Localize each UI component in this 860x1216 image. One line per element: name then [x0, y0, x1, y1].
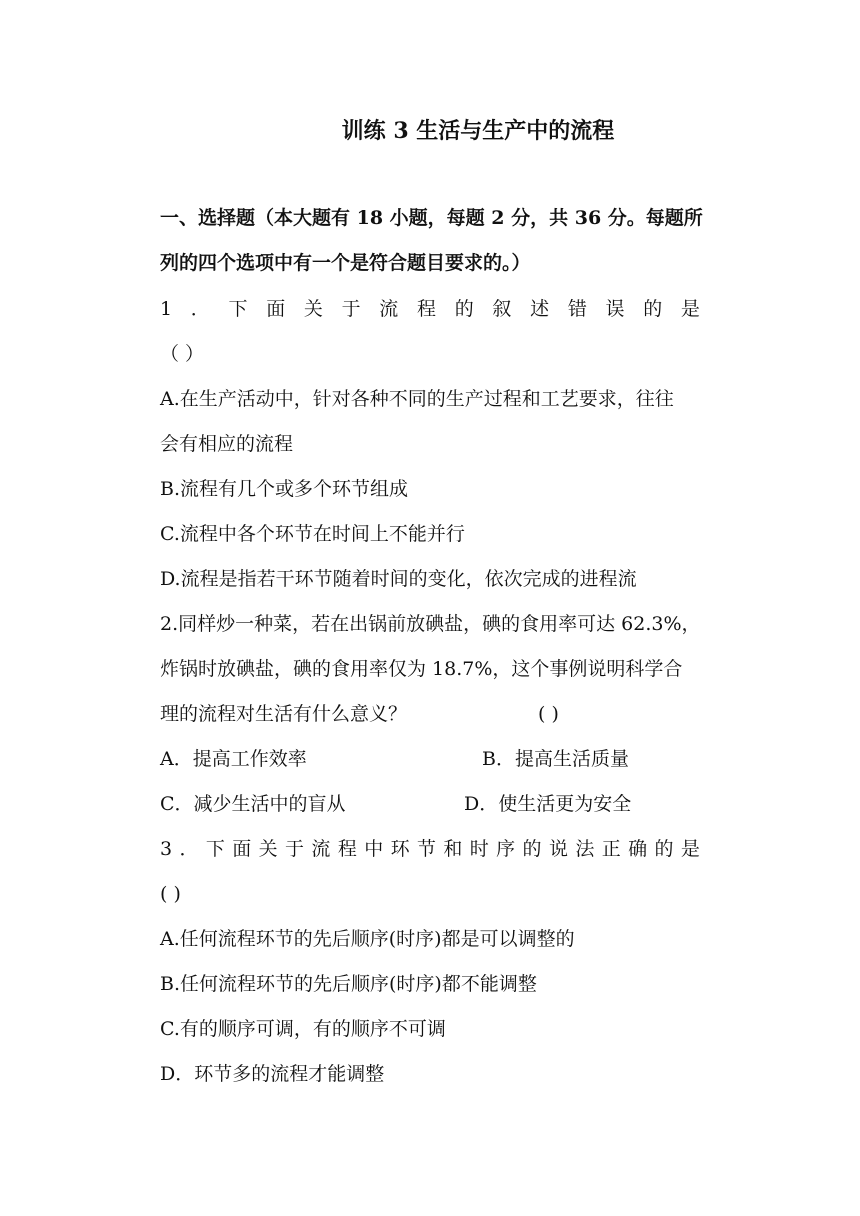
question-3-answer-bracket: ( ) — [160, 883, 181, 905]
question-1-stem-char: 叙 — [492, 298, 512, 320]
question-2-option-c: C．减少生活中的盲从 — [160, 793, 346, 815]
question-3-option-d: D．环节多的流程才能调整 — [160, 1063, 385, 1085]
question-1-stem-char: 1 — [160, 298, 173, 320]
question-3-stem-char: 确 — [628, 838, 648, 860]
question-3-option-a: A.任何流程环节的先后顺序(时序)都是可以调整的 — [160, 928, 575, 950]
question-3-option-c: C.有的顺序可调，有的顺序不可调 — [160, 1018, 446, 1040]
question-1-option-c: C.流程中各个环节在时间上不能并行 — [160, 523, 465, 545]
question-3-option-b: B.任何流程环节的先后顺序(时序)都不能调整 — [160, 973, 537, 995]
question-3-stem-char: 关 — [258, 838, 278, 860]
question-1-stem-char: 面 — [266, 298, 286, 320]
question-2-options-row-1 — [160, 747, 700, 771]
question-3-stem-char: 中 — [364, 838, 384, 860]
question-1-stem-char: ． — [190, 298, 210, 320]
question-3-stem-char: 说 — [548, 838, 568, 860]
question-1-option-d: D.流程是指若干环节随着时间的变化，依次完成的进程流 — [160, 568, 637, 590]
question-3-stem-char: 时 — [469, 838, 489, 860]
question-3-stem-char: 面 — [232, 838, 252, 860]
question-3-stem — [160, 837, 700, 861]
question-1-stem-char: 的 — [643, 298, 663, 320]
question-3-stem-char: 和 — [443, 838, 463, 860]
question-3-stem-char: 正 — [601, 838, 621, 860]
question-3-stem-char: 3 — [160, 838, 173, 860]
question-1-stem-char: 述 — [530, 298, 550, 320]
question-2-stem-text: 理的流程对生活有什么意义？ — [160, 703, 408, 725]
question-2-stem-line-3 — [160, 702, 700, 726]
question-1-stem-char: 错 — [567, 298, 587, 320]
question-2-option-a: A．提高工作效率 — [160, 748, 307, 770]
question-3-stem-char: 于 — [285, 838, 305, 860]
question-1-stem-char: 误 — [605, 298, 625, 320]
question-1-answer-bracket: （ ） — [160, 343, 205, 365]
question-3-stem-char: 环 — [390, 838, 410, 860]
question-1-option-a-line-2: 会有相应的流程 — [160, 433, 294, 455]
question-3-stem-char: 是 — [680, 838, 700, 860]
section-heading-line-1: 一、选择题（本大题有 18 小题，每题 2 分，共 36 分。每题所 — [160, 207, 703, 229]
question-1-stem-char: 于 — [341, 298, 361, 320]
question-3-stem-char: 法 — [575, 838, 595, 860]
question-2-option-b: B．提高生活质量 — [482, 748, 629, 770]
question-3-stem-char: ． — [179, 838, 199, 860]
question-1-option-b: B.流程有几个或多个环节组成 — [160, 478, 409, 500]
question-3-stem-char: 的 — [522, 838, 542, 860]
question-2-stem-line-2: 炸锅时放碘盐，碘的食用率仅为 18.7%，这个事例说明科学合 — [160, 658, 683, 680]
section-heading-line-2: 列的四个选项中有一个是符合题目要求的。） — [160, 252, 531, 274]
question-3-stem-char: 的 — [654, 838, 674, 860]
question-3-stem-char: 下 — [205, 838, 225, 860]
question-1-option-a-line-1: A.在生产活动中，针对各种不同的生产过程和工艺要求，往往 — [160, 388, 674, 410]
question-1-stem-char: 的 — [454, 298, 474, 320]
question-3-stem-char: 程 — [337, 838, 357, 860]
question-1-stem-char: 程 — [417, 298, 437, 320]
question-3-stem-char: 序 — [496, 838, 516, 860]
question-1-stem-char: 流 — [379, 298, 399, 320]
page-title: 训练 3 生活与生产中的流程 — [341, 118, 615, 144]
question-1-stem — [160, 297, 700, 321]
question-3-stem-char: 节 — [416, 838, 436, 860]
question-2-answer-bracket: ( ) — [538, 703, 559, 725]
question-1-stem-char: 下 — [228, 298, 248, 320]
question-2-stem-line-1: 2.同样炒一种菜，若在出锅前放碘盐，碘的食用率可达 62.3%， — [160, 613, 701, 635]
question-2-options-row-2 — [160, 792, 700, 816]
question-3-stem-char: 流 — [311, 838, 331, 860]
question-1-stem-char: 是 — [680, 298, 700, 320]
question-2-option-d: D．使生活更为安全 — [464, 793, 632, 815]
question-1-stem-char: 关 — [303, 298, 323, 320]
